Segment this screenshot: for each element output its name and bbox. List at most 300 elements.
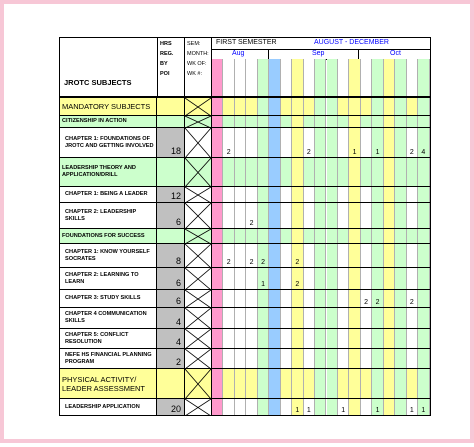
week-cell xyxy=(338,399,349,415)
week-cell xyxy=(384,116,395,127)
week-cell xyxy=(315,158,326,186)
month-divider xyxy=(358,49,359,59)
week-cell xyxy=(407,187,418,202)
week-cell xyxy=(258,187,269,202)
hours-cell xyxy=(157,244,185,267)
week-cell xyxy=(418,329,429,348)
week-cell xyxy=(223,187,234,202)
week-cell xyxy=(361,187,372,202)
week-hours-value: 2 xyxy=(295,281,300,288)
hours-cell xyxy=(157,187,185,202)
week-cell xyxy=(327,399,338,415)
week-cell xyxy=(407,203,418,228)
week-cell xyxy=(246,187,257,202)
key-header-cell xyxy=(185,38,212,96)
cross-mark-icon xyxy=(185,329,212,348)
subject-label: CHAPTER 5: CONFLICT RESOLUTION xyxy=(65,331,129,345)
week-cell xyxy=(418,268,429,289)
week-cell xyxy=(235,187,246,202)
week-cell xyxy=(212,128,223,157)
week-cell xyxy=(395,268,406,289)
hours-cell xyxy=(157,290,185,307)
week-cell xyxy=(235,308,246,328)
week-cell xyxy=(223,399,234,415)
week-cell xyxy=(212,187,223,202)
week-cell xyxy=(281,268,292,289)
week-cell xyxy=(338,268,349,289)
wk-of-label: WK OF: xyxy=(187,61,207,67)
week-cell xyxy=(258,268,269,289)
week-cell xyxy=(395,399,406,415)
week-cell xyxy=(281,98,292,115)
week-cell xyxy=(223,128,234,157)
week-cell xyxy=(384,203,395,228)
cross-mark-icon xyxy=(185,369,212,398)
subject-label-cell xyxy=(60,290,157,307)
week-cell xyxy=(212,203,223,228)
week-cell xyxy=(315,128,326,157)
week-cell xyxy=(292,290,303,307)
week-cell xyxy=(349,349,360,368)
week-cell xyxy=(223,116,234,127)
week-header-cell xyxy=(418,59,429,96)
week-cell xyxy=(258,244,269,267)
subject-label: CHAPTER 1: FOUNDATIONS OF JROTC AND GETTING INVOLVED xyxy=(65,135,154,149)
week-cell xyxy=(246,229,257,243)
week-cell xyxy=(281,290,292,307)
week-cell xyxy=(327,329,338,348)
week-cell xyxy=(327,187,338,202)
week-header-cell xyxy=(384,59,395,96)
week-cell xyxy=(361,308,372,328)
poi-label: POI xyxy=(160,71,170,77)
week-cell xyxy=(361,158,372,186)
week-cell xyxy=(235,349,246,368)
subject-label-cell xyxy=(60,399,157,415)
hours-cell xyxy=(157,203,185,228)
week-hours-value: 1 xyxy=(375,407,380,414)
week-cell xyxy=(212,98,223,115)
week-cell xyxy=(338,158,349,186)
week-cell xyxy=(246,329,257,348)
week-cell xyxy=(361,399,372,415)
week-cell xyxy=(281,369,292,398)
week-cell xyxy=(384,229,395,243)
week-header-cell xyxy=(372,59,383,96)
week-header-cell xyxy=(235,59,246,96)
week-cell xyxy=(281,203,292,228)
week-cell xyxy=(338,98,349,115)
week-cell xyxy=(223,349,234,368)
subject-label-cell xyxy=(60,116,157,127)
header-block xyxy=(59,37,431,97)
subject-label-cell xyxy=(60,158,157,186)
subject-label-cell xyxy=(60,244,157,267)
poi-x-cell xyxy=(185,329,212,348)
week-header-cell xyxy=(315,59,326,96)
subject-row xyxy=(59,289,431,307)
week-cell xyxy=(384,268,395,289)
week-cell xyxy=(338,244,349,267)
week-cell xyxy=(315,399,326,415)
week-cell xyxy=(327,268,338,289)
poi-x-cell xyxy=(185,244,212,267)
week-cell xyxy=(304,158,315,186)
week-cell xyxy=(361,116,372,127)
hours-value: 20 xyxy=(170,404,181,414)
week-cell xyxy=(258,290,269,307)
week-cell xyxy=(292,244,303,267)
week-cell xyxy=(418,290,429,307)
subject-label-cell xyxy=(60,128,157,157)
week-cell xyxy=(246,244,257,267)
week-hours-value: 2 xyxy=(364,299,369,306)
hours-cell xyxy=(157,98,185,115)
week-cell xyxy=(384,399,395,415)
subject-label: LEADERSHIP APPLICATION xyxy=(65,403,140,410)
week-cell xyxy=(327,369,338,398)
subject-row xyxy=(59,186,431,202)
hrs-header-cell xyxy=(157,38,185,96)
week-cell xyxy=(315,187,326,202)
subject-row xyxy=(59,307,431,328)
week-cell xyxy=(327,116,338,127)
week-hours-value: 4 xyxy=(421,149,426,156)
week-cell xyxy=(395,369,406,398)
subject-row xyxy=(59,202,431,228)
week-cell xyxy=(235,369,246,398)
week-cell xyxy=(361,349,372,368)
week-cell xyxy=(281,349,292,368)
week-cell xyxy=(223,329,234,348)
week-cell xyxy=(372,399,383,415)
week-cell xyxy=(349,268,360,289)
week-header-cell xyxy=(395,59,406,96)
week-cell xyxy=(372,369,383,398)
subject-label-cell xyxy=(60,203,157,228)
week-header-cell xyxy=(258,59,269,96)
week-header-cell xyxy=(292,59,303,96)
week-cell xyxy=(338,329,349,348)
hours-cell xyxy=(157,268,185,289)
hours-value: 2 xyxy=(175,357,181,367)
hours-cell xyxy=(157,116,185,127)
table-bottom-border xyxy=(59,415,431,416)
semester-name: FIRST SEMESTER xyxy=(216,39,277,46)
week-hours-value: 2 xyxy=(295,259,300,266)
week-cell xyxy=(407,399,418,415)
week-cell xyxy=(395,203,406,228)
week-cell xyxy=(223,229,234,243)
week-cell xyxy=(212,308,223,328)
cross-mark-icon xyxy=(185,399,212,415)
week-cell xyxy=(281,187,292,202)
week-cell xyxy=(349,229,360,243)
week-cell xyxy=(418,369,429,398)
poi-x-cell xyxy=(185,290,212,307)
week-cell xyxy=(258,128,269,157)
week-hours-value: 2 xyxy=(226,149,231,156)
week-hours-value: 1 xyxy=(352,149,357,156)
week-cell xyxy=(281,229,292,243)
week-cell xyxy=(407,349,418,368)
week-cell xyxy=(258,229,269,243)
week-cell xyxy=(235,203,246,228)
hours-cell xyxy=(157,329,185,348)
week-cell xyxy=(246,98,257,115)
week-header-cell xyxy=(407,59,418,96)
week-cell xyxy=(315,203,326,228)
sem-label: SEM: xyxy=(187,41,201,47)
week-cell xyxy=(269,187,280,202)
week-cell xyxy=(418,308,429,328)
week-cell xyxy=(384,349,395,368)
week-cell xyxy=(349,369,360,398)
week-cell xyxy=(327,98,338,115)
week-cell xyxy=(223,268,234,289)
week-cell xyxy=(269,369,280,398)
month-label: MONTH: xyxy=(187,51,209,57)
subject-row xyxy=(59,398,431,415)
week-cell xyxy=(212,349,223,368)
week-cell xyxy=(292,308,303,328)
week-cell xyxy=(372,116,383,127)
week-cell xyxy=(407,369,418,398)
week-cell xyxy=(269,399,280,415)
week-cell xyxy=(384,369,395,398)
week-cell xyxy=(361,290,372,307)
month-oct: Oct xyxy=(390,50,401,57)
week-cell xyxy=(304,229,315,243)
cross-mark-icon xyxy=(185,98,212,115)
subject-row xyxy=(59,243,431,267)
week-cell xyxy=(246,369,257,398)
poi-x-cell xyxy=(185,308,212,328)
week-header-cell xyxy=(246,59,257,96)
week-cell xyxy=(292,268,303,289)
week-cell xyxy=(292,187,303,202)
cross-mark-icon xyxy=(185,229,212,243)
month-aug: Aug xyxy=(232,50,245,57)
week-cell xyxy=(361,369,372,398)
week-cell xyxy=(338,290,349,307)
week-header-columns xyxy=(212,59,430,96)
hrs-label: HRS xyxy=(160,41,172,47)
hours-value: 6 xyxy=(175,278,181,288)
week-cell xyxy=(395,98,406,115)
week-cell xyxy=(223,308,234,328)
week-cell xyxy=(407,158,418,186)
subject-label: CHAPTER 3: STUDY SKILLS xyxy=(65,295,141,302)
week-cell xyxy=(223,98,234,115)
reg-label: REG. xyxy=(160,51,174,57)
hours-cell xyxy=(157,308,185,328)
poi-x-cell xyxy=(185,128,212,157)
week-hours-value: 2 xyxy=(249,220,254,227)
week-cell xyxy=(327,308,338,328)
title-cell xyxy=(60,38,158,96)
week-cell xyxy=(292,128,303,157)
week-cell xyxy=(281,158,292,186)
subject-label: CHAPTER 2: LEADERSHIP SKILLS xyxy=(65,208,137,222)
week-cell xyxy=(372,158,383,186)
week-cell xyxy=(384,187,395,202)
hours-value: 8 xyxy=(175,256,181,266)
hours-value: 4 xyxy=(175,317,181,327)
week-cell xyxy=(407,290,418,307)
week-cell xyxy=(349,187,360,202)
week-cell xyxy=(315,98,326,115)
week-cell xyxy=(315,268,326,289)
week-cell xyxy=(304,128,315,157)
week-cell xyxy=(384,290,395,307)
subject-label: PHYSICAL ACTIVITY/ LEADER ASSESSMENT xyxy=(62,374,145,393)
week-cell xyxy=(223,203,234,228)
week-cell xyxy=(246,268,257,289)
week-cell xyxy=(304,399,315,415)
subject-row xyxy=(59,267,431,289)
week-cell xyxy=(315,349,326,368)
week-cell xyxy=(281,399,292,415)
cross-mark-icon xyxy=(185,203,212,228)
week-cell xyxy=(258,349,269,368)
week-cell xyxy=(361,329,372,348)
cross-mark-icon xyxy=(185,187,212,202)
week-cell xyxy=(407,128,418,157)
week-cell xyxy=(223,369,234,398)
week-cell xyxy=(304,116,315,127)
week-cell xyxy=(235,116,246,127)
week-cell xyxy=(235,244,246,267)
week-cell xyxy=(327,203,338,228)
subject-label: CHAPTER 4 COMMUNICATION SKILLS xyxy=(65,311,147,324)
week-cell xyxy=(246,308,257,328)
week-cell xyxy=(407,98,418,115)
week-cell xyxy=(269,229,280,243)
hours-cell xyxy=(157,349,185,368)
week-cell xyxy=(315,229,326,243)
week-cell xyxy=(235,268,246,289)
hours-value: 6 xyxy=(175,296,181,306)
week-cell xyxy=(349,244,360,267)
week-cell xyxy=(258,98,269,115)
subject-row xyxy=(59,348,431,368)
subject-label-cell xyxy=(60,308,157,328)
subject-row xyxy=(59,328,431,348)
week-hours-value: 2 xyxy=(409,149,414,156)
week-cell xyxy=(292,369,303,398)
week-cell xyxy=(395,158,406,186)
week-header-cell xyxy=(338,59,349,96)
week-cell xyxy=(235,290,246,307)
week-cell xyxy=(304,369,315,398)
hours-cell xyxy=(157,158,185,186)
week-cell xyxy=(338,203,349,228)
subject-label-cell xyxy=(60,187,157,202)
cross-mark-icon xyxy=(185,349,212,368)
week-cell xyxy=(361,128,372,157)
subject-label: FOUNDATIONS FOR SUCCESS xyxy=(62,232,145,239)
subject-label: NEFE HS FINANCIAL PLANNING PROGRAM xyxy=(65,351,152,365)
week-cell xyxy=(418,349,429,368)
week-cell xyxy=(407,244,418,267)
week-cell xyxy=(269,244,280,267)
week-cell xyxy=(223,158,234,186)
subject-label-cell xyxy=(60,229,157,243)
week-cell xyxy=(384,308,395,328)
week-hours-value: 2 xyxy=(375,299,380,306)
week-header-cell xyxy=(349,59,360,96)
subject-label-cell xyxy=(60,329,157,348)
week-cell xyxy=(281,329,292,348)
week-cell xyxy=(372,98,383,115)
week-cell xyxy=(372,244,383,267)
hours-cell xyxy=(157,229,185,243)
hours-value: 18 xyxy=(170,146,181,156)
week-cell xyxy=(292,229,303,243)
week-cell xyxy=(212,369,223,398)
week-cell xyxy=(304,349,315,368)
week-cell xyxy=(258,329,269,348)
week-cell xyxy=(246,399,257,415)
week-cell xyxy=(281,308,292,328)
by-label: BY xyxy=(160,61,168,67)
week-hours-value: 1 xyxy=(409,407,414,414)
week-cell xyxy=(212,268,223,289)
week-cell xyxy=(327,349,338,368)
week-cell xyxy=(212,329,223,348)
poi-x-cell xyxy=(185,98,212,115)
week-cell xyxy=(418,244,429,267)
week-cell xyxy=(349,116,360,127)
week-cell xyxy=(384,158,395,186)
week-cell xyxy=(349,290,360,307)
week-header-cell xyxy=(304,59,315,96)
week-cell xyxy=(304,308,315,328)
hours-value: 6 xyxy=(175,217,181,227)
hours-value: 12 xyxy=(170,191,181,201)
week-cell xyxy=(327,290,338,307)
week-hours-value: 2 xyxy=(261,259,265,266)
poi-x-cell xyxy=(185,399,212,415)
group-row xyxy=(59,157,431,186)
week-cell xyxy=(269,329,280,348)
hours-cell xyxy=(157,399,185,415)
section-row xyxy=(59,368,431,398)
week-cell xyxy=(395,329,406,348)
week-cell xyxy=(235,98,246,115)
week-cell xyxy=(212,116,223,127)
week-cell xyxy=(384,244,395,267)
week-cell xyxy=(418,399,429,415)
poi-x-cell xyxy=(185,116,212,127)
week-hours-value: 2 xyxy=(306,149,311,156)
cross-mark-icon xyxy=(185,290,212,307)
hours-cell xyxy=(157,369,185,398)
week-cell xyxy=(361,98,372,115)
week-cell xyxy=(315,369,326,398)
week-cell xyxy=(407,308,418,328)
poi-x-cell xyxy=(185,158,212,186)
week-cell xyxy=(418,98,429,115)
week-cell xyxy=(372,329,383,348)
week-cell xyxy=(212,229,223,243)
week-cell xyxy=(269,128,280,157)
cross-mark-icon xyxy=(185,268,212,289)
week-cell xyxy=(395,116,406,127)
week-cell xyxy=(372,268,383,289)
week-cell xyxy=(338,128,349,157)
